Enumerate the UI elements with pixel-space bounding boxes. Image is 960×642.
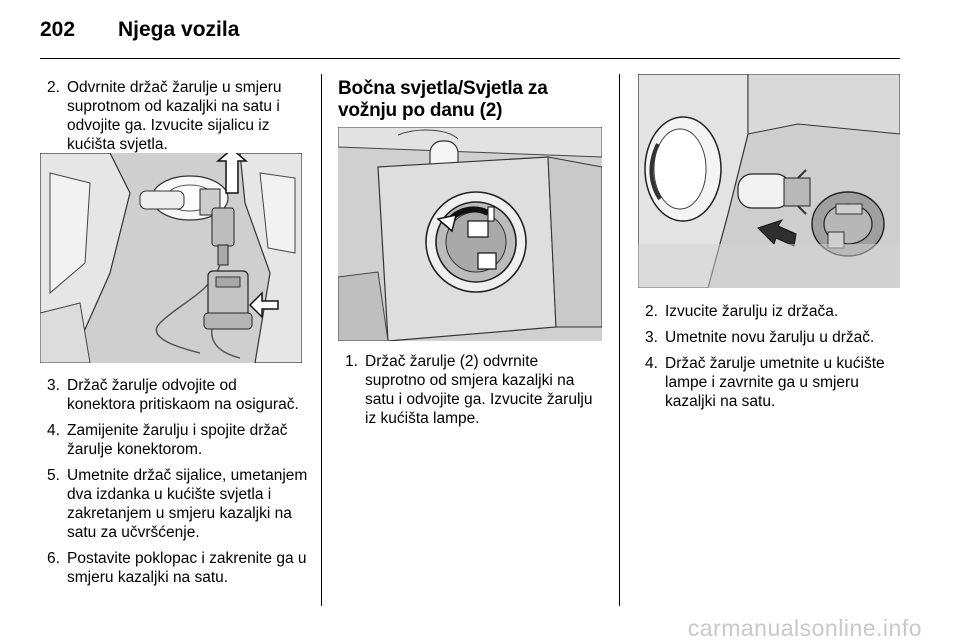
column-divider-left bbox=[321, 74, 322, 606]
step-item bbox=[40, 466, 308, 542]
column-2-text bbox=[338, 352, 602, 435]
step-item bbox=[40, 421, 308, 459]
step-number: 2. bbox=[47, 79, 60, 96]
step-text: Zamijenite žarulju i spojite držač žarulje konektorom. bbox=[67, 422, 288, 458]
step-number: 3. bbox=[47, 377, 60, 394]
step-number: 3. bbox=[645, 329, 658, 346]
step-text: Držač žarulje umetnite u kućište lampe i zavrnite ga u smjeru kazaljki na satu. bbox=[665, 355, 885, 410]
step-item bbox=[338, 352, 602, 428]
column-3-text bbox=[638, 302, 900, 418]
column-1-bottom-text bbox=[40, 376, 308, 594]
bulb-removal-drawing bbox=[638, 74, 900, 288]
step-text: Umetnite držač sijalice, umetanjem dva izdanka u kućište svjetla i zakretanjem u smjeru kazaljki na satu za učvršćenje. bbox=[67, 467, 308, 541]
page-number: 202 bbox=[40, 18, 76, 41]
steps-list bbox=[338, 352, 602, 428]
step-item bbox=[40, 78, 308, 154]
step-number: 4. bbox=[47, 422, 60, 439]
step-text: Postavite poklopac i zakrenite ga u smjeru kazaljki na satu. bbox=[67, 550, 307, 586]
bulb-connector-drawing bbox=[40, 153, 302, 363]
bulb-holder-illustration bbox=[40, 153, 302, 363]
side-light-socket-drawing bbox=[338, 127, 602, 341]
side-light-illustration bbox=[338, 127, 602, 341]
step-item bbox=[638, 354, 900, 411]
bulb-removal-illustration bbox=[638, 74, 900, 288]
step-text: Držač žarulje (2) odvrnite suprotno od smjera kazaljki na satu i odvojite ga. Izvucite žarulju iz kućišta lampe. bbox=[365, 353, 593, 427]
step-item bbox=[638, 328, 900, 347]
step-number: 5. bbox=[47, 467, 60, 484]
steps-list bbox=[40, 376, 308, 587]
steps-list bbox=[40, 78, 308, 154]
step-number: 2. bbox=[645, 303, 658, 320]
step-text: Izvucite žarulju iz držača. bbox=[665, 303, 839, 320]
step-number: 1. bbox=[345, 353, 358, 370]
header-rule bbox=[40, 58, 900, 59]
steps-list bbox=[638, 302, 900, 411]
column-2-heading-block bbox=[338, 78, 602, 122]
column-1-top-text bbox=[40, 78, 308, 161]
page-title: Njega vozila bbox=[118, 18, 240, 41]
watermark: carmanualsonline.info bbox=[687, 615, 922, 641]
step-number: 4. bbox=[645, 355, 658, 372]
column-divider-right bbox=[619, 74, 620, 606]
step-text: Držač žarulje odvojite od konektora pritiskaom na osigurač. bbox=[67, 377, 299, 413]
step-item bbox=[638, 302, 900, 321]
step-item bbox=[40, 376, 308, 414]
section-heading: Bočna svjetla/Svjetla za vožnju po danu (2) bbox=[338, 78, 548, 121]
step-text: Odvrnite držač žarulje u smjeru suprotnom od kazaljki na satu i odvojite ga. Izvucite sijalicu iz kućišta svjetla. bbox=[67, 79, 282, 153]
step-item bbox=[40, 549, 308, 587]
step-number: 6. bbox=[47, 550, 60, 567]
step-text: Umetnite novu žarulju u držač. bbox=[665, 329, 875, 346]
